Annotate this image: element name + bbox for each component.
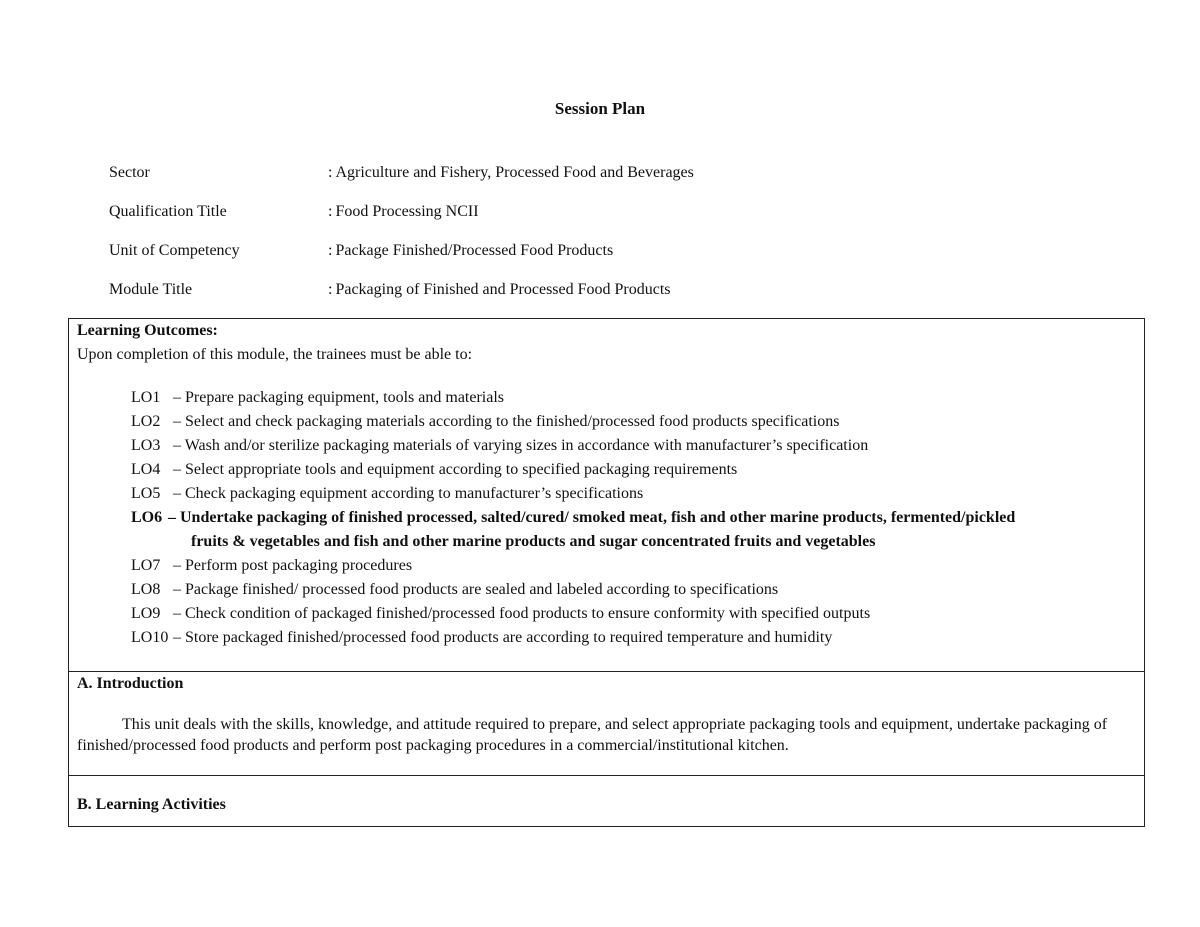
list-item <box>131 410 1141 434</box>
meta-value: Agriculture and Fishery, Processed Food and Beverages <box>335 164 694 181</box>
lo-code: LO4 <box>131 461 161 478</box>
list-item <box>131 578 1141 602</box>
learning-outcomes-intro: Upon completion of this module, the trainees must be able to: <box>77 346 473 363</box>
learning-outcomes-heading: Learning Outcomes: <box>77 322 218 339</box>
lo-code: LO10 <box>131 629 169 646</box>
meta-value-wrap: : Packaging of Finished and Processed Food Products <box>328 281 671 298</box>
lo-code: LO2 <box>131 413 161 430</box>
lo-text: – Select and check packaging materials according to the finished/processed food products specifications <box>173 413 840 430</box>
list-item <box>131 554 1141 578</box>
lo-text: – Perform post packaging procedures <box>173 557 413 574</box>
lo-text: – Package finished/ processed food products are sealed and labeled according to specifications <box>173 581 779 598</box>
lo-text: – Wash and/or sterilize packaging materials of varying sizes in accordance with manufacturer’s specification <box>173 437 869 454</box>
meta-value-wrap: : Agriculture and Fishery, Processed Food and Beverages <box>328 164 694 181</box>
lo-text: – Store packaged finished/processed food products are according to required temperature and humidity <box>173 629 833 646</box>
introduction-heading: A. Introduction <box>77 675 184 692</box>
lo-text: – Undertake packaging of finished processed, salted/cured/ smoked meat, fish and other marine products, fermented/pickled <box>168 509 1016 526</box>
list-item <box>131 602 1141 626</box>
meta-label: Unit of Competency <box>109 242 240 259</box>
list-item <box>131 386 1141 410</box>
meta-value: Package Finished/Processed Food Products <box>335 242 614 259</box>
meta-label: Module Title <box>109 281 193 298</box>
lo-text: – Check condition of packaged finished/processed food products to ensure conformity with specified outputs <box>173 605 871 622</box>
lo-text-continued: fruits & vegetables and fish and other marine products and sugar concentrated fruits and vegetables <box>191 533 876 550</box>
learning-outcomes-list <box>131 386 1141 650</box>
lo-code: LO6 <box>131 509 163 526</box>
list-item <box>131 458 1141 482</box>
introduction-section <box>69 672 1144 776</box>
learning-activities-section <box>69 776 1144 826</box>
meta-row-qualification <box>109 203 1009 225</box>
meta-value-wrap: : Package Finished/Processed Food Products <box>328 242 614 259</box>
list-item <box>131 482 1141 506</box>
session-plan-table <box>68 318 1145 827</box>
introduction-text: This unit deals with the skills, knowledge, and attitude required to prepare, and select appropriate packaging tools and equipment, undertake packaging of finished/processed food products and perform post packaging procedures in a commercial/institutional kitchen. <box>77 716 1108 754</box>
lo-code: LO1 <box>131 389 161 406</box>
lo-text: – Prepare packaging equipment, tools and materials <box>173 389 505 406</box>
meta-row-sector <box>109 164 1009 186</box>
lo-code: LO9 <box>131 605 161 622</box>
meta-value-wrap: : Food Processing NCII <box>328 203 479 220</box>
meta-value: Packaging of Finished and Processed Food Products <box>335 281 671 298</box>
document-title: Session Plan <box>554 99 646 118</box>
meta-value: Food Processing NCII <box>335 203 479 220</box>
learning-outcomes-section <box>69 319 1144 672</box>
lo-code: LO7 <box>131 557 161 574</box>
meta-label: Qualification Title <box>109 203 227 220</box>
lo-code: LO5 <box>131 485 161 502</box>
meta-row-module <box>109 281 1009 303</box>
learning-activities-heading: B. Learning Activities <box>77 796 226 813</box>
lo-code: LO8 <box>131 581 161 598</box>
list-item <box>131 434 1141 458</box>
lo-text: – Check packaging equipment according to manufacturer’s specifications <box>173 485 644 502</box>
lo-code: LO3 <box>131 437 161 454</box>
list-item <box>131 626 1141 650</box>
meta-label: Sector <box>109 164 150 181</box>
meta-row-unit <box>109 242 1009 264</box>
lo-text: – Select appropriate tools and equipment according to specified packaging requirements <box>173 461 738 478</box>
list-item-highlighted <box>131 506 1141 554</box>
